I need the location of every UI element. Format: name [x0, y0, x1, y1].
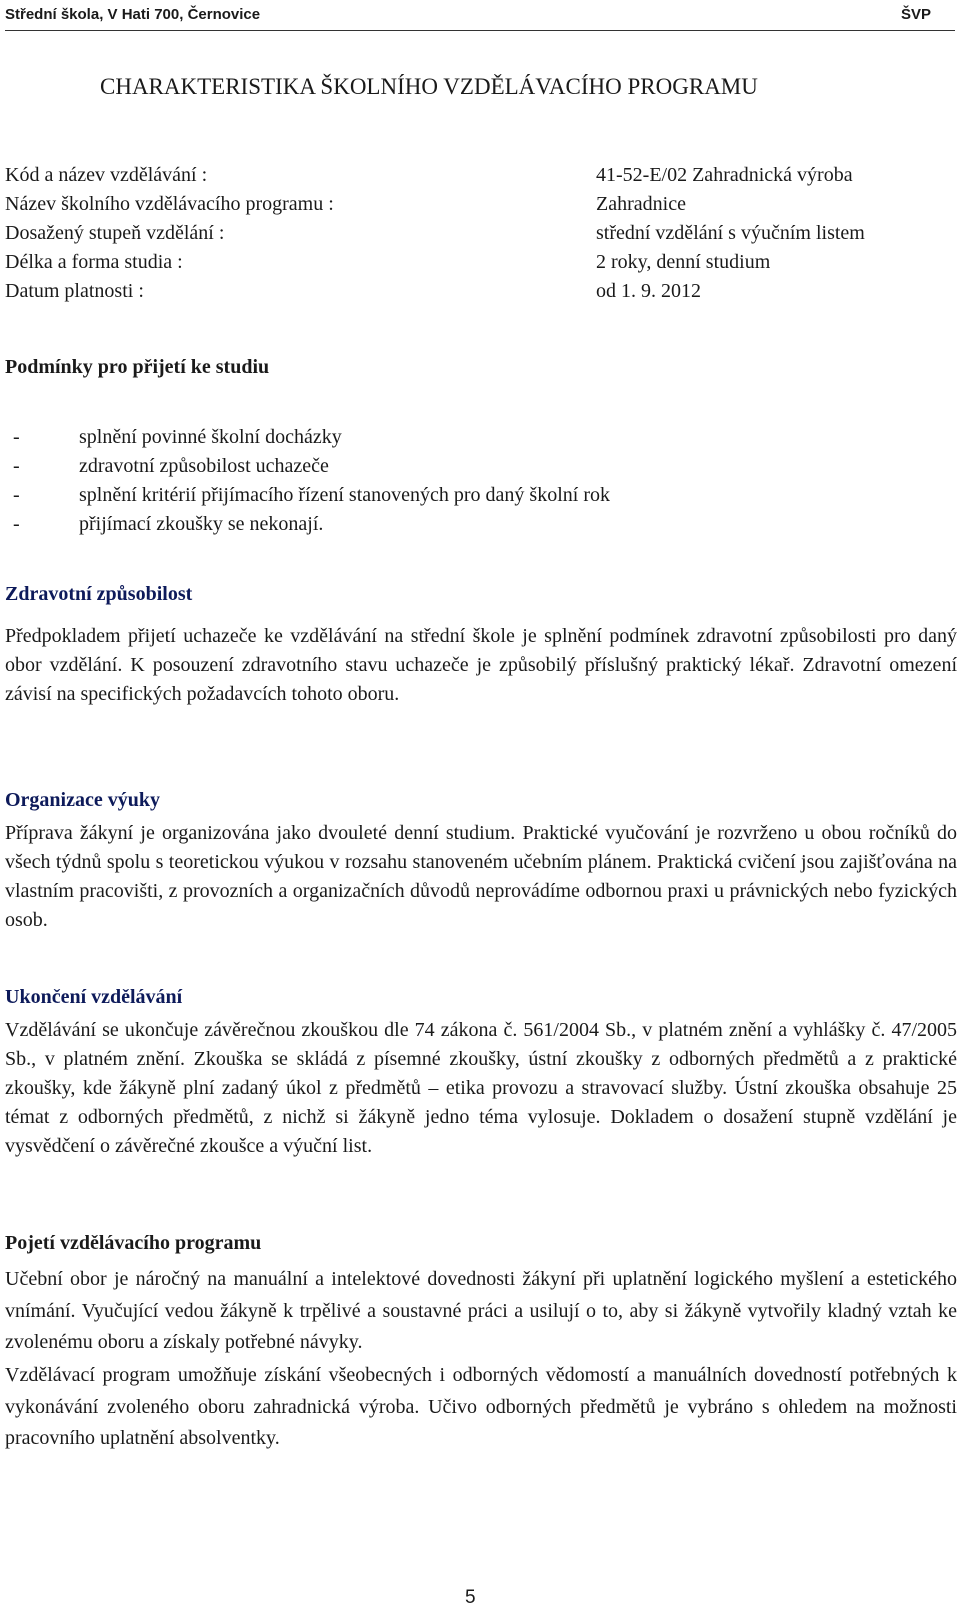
- list-item-text: přijímací zkoušky se nekonají.: [79, 513, 324, 535]
- health-paragraph: Předpokladem přijetí uchazeče ke vzdělávání na střední škole je splnění podmínek zdravotní způsobilosti pro daný obor vzdělání. K posouzení zdravotního stavu uchazeče je způsobilý příslušný praktický lékař. Zdravotní omezení závisí na specifických požadavcích tohoto oboru.: [5, 625, 957, 705]
- list-item: [5, 481, 610, 510]
- info-label: Kód a název vzdělávání :: [5, 164, 208, 186]
- organization-paragraph: Příprava žákyní je organizována jako dvouleté denní studium. Praktické vyučování je rozvrženo u obou ročníků do všech týdnů spolu s teoretickou výukou v rozsahu stanoveném učebním plánem. Praktická cvičení jsou zajišťována na vlastním pracovišti, z provozních a organizačních důvodů neprovádíme odbornou praxi u právnických nebo fyzických osob.: [5, 822, 957, 931]
- health-heading: Zdravotní způsobilost: [5, 583, 193, 605]
- list-item-text: splnění povinné školní docházky: [79, 426, 342, 448]
- list-item: [5, 423, 610, 452]
- organization-heading: Organizace výuky: [5, 789, 160, 811]
- concept-heading: Pojetí vzdělávacího programu: [5, 1232, 262, 1254]
- list-item: [5, 510, 610, 539]
- info-label: Název školního vzdělávacího programu :: [5, 193, 334, 215]
- list-item-text: zdravotní způsobilost uchazeče: [79, 455, 329, 477]
- admission-heading: Podmínky pro přijetí ke studiu: [5, 356, 270, 378]
- info-label: Datum platnosti :: [5, 280, 144, 302]
- info-label: Délka a forma studia :: [5, 251, 183, 273]
- dash-marker: -: [13, 484, 20, 506]
- admission-list: [5, 423, 610, 539]
- dash-marker: -: [13, 513, 20, 535]
- page-header: [5, 0, 955, 31]
- info-value: od 1. 9. 2012: [596, 280, 701, 302]
- info-value: 2 roky, denní studium: [596, 251, 771, 273]
- school-name: Střední škola, V Hati 700, Černovice: [5, 6, 261, 23]
- info-value: Zahradnice: [596, 193, 686, 215]
- page-number: 5: [465, 1587, 476, 1608]
- completion-paragraph: Vzdělávání se ukončuje závěrečnou zkouškou dle 74 zákona č. 561/2004 Sb., v platném znění a vyhlášky č. 47/2005 Sb., v platném znění. Zkouška se skládá z písemné zkoušky, ústní zkoušky z odborných předmětů a z praktické zkoušky, kde žákyně plní zadaný úkol z předmětů – etika provozu a stravovací služby. Ústní zkouška obsahuje 25 témat z odborných předmětů, z nichž si žákyně jedno téma vylosuje. Dokladem o dosažení stupně vzdělání je vysvědčení o závěrečné zkoušce a výuční list.: [5, 1019, 957, 1157]
- concept-paragraph-1: Učební obor je náročný na manuální a intelektové dovednosti žákyní při uplatnění logického myšlení a estetického vnímání. Vyučující vedou žákyně k trpělivé a soustavné práci a usilují o to, aby si žákyně vytvořily kladný vztah ke zvolenému oboru a získaly potřebné návyky.: [5, 1268, 957, 1353]
- document-code: ŠVP: [900, 6, 931, 23]
- completion-heading: Ukončení vzdělávání: [5, 986, 183, 1008]
- list-item-text: splnění kritérií přijímacího řízení stanovených pro daný školní rok: [79, 484, 610, 506]
- list-item: [5, 452, 610, 481]
- info-label: Dosažený stupeň vzdělání :: [5, 222, 225, 244]
- dash-marker: -: [13, 455, 20, 477]
- page-title: CHARAKTERISTIKA ŠKOLNÍHO VZDĚLÁVACÍHO PROGRAMU: [100, 74, 758, 99]
- info-value: střední vzdělání s výučním listem: [596, 222, 865, 244]
- dash-marker: -: [13, 426, 20, 448]
- concept-paragraph-2: Vzdělávací program umožňuje získání všeobecných i odborných vědomostí a manuálních dovedností potřebných k vykonávání zvoleného oboru zahradnická výroba. Učivo odborných předmětů je vybráno s ohledem na možnosti pracovního uplatnění absolventky.: [5, 1364, 957, 1449]
- info-value: 41-52-E/02 Zahradnická výroba: [596, 164, 853, 186]
